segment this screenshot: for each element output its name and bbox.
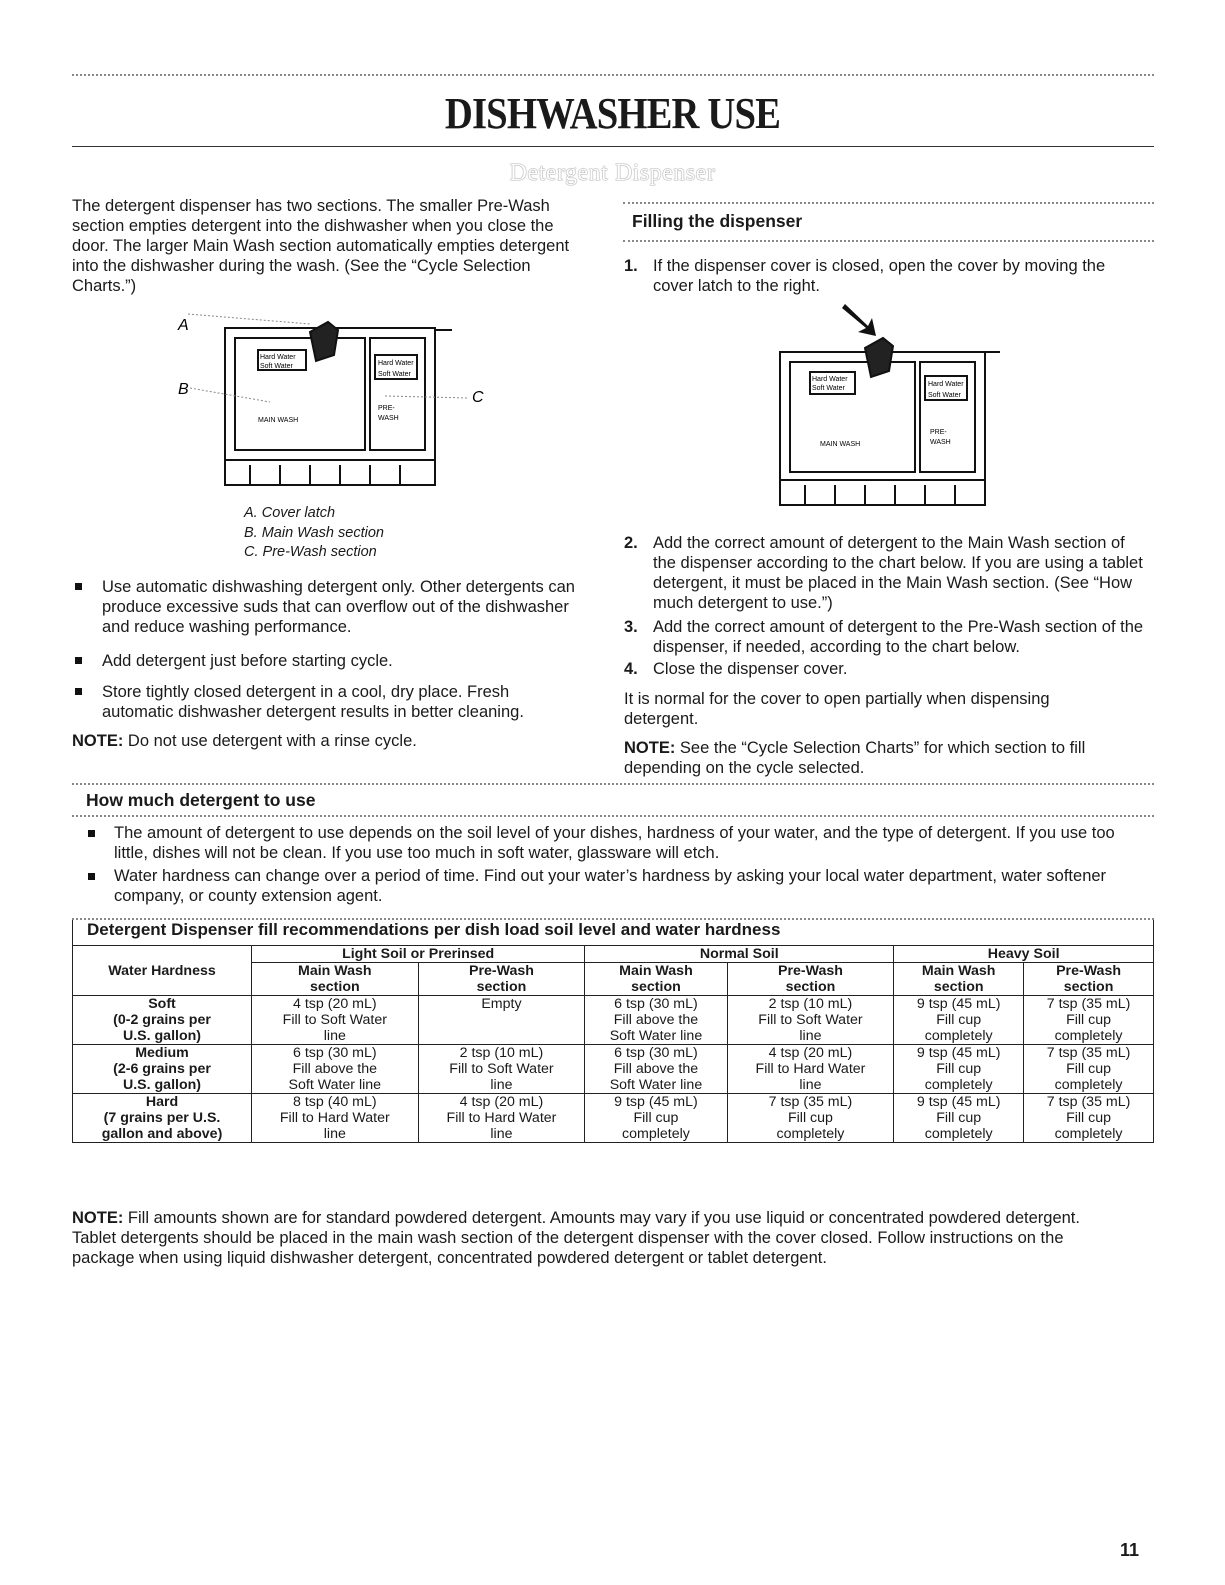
table-cell: 7 tsp (35 mL) Fill cup completely	[1024, 1094, 1154, 1143]
hardness-hard: Hard (7 grains per U.S. gallon and above)	[73, 1094, 252, 1143]
heavy-main-header: Main Wash section	[894, 963, 1024, 996]
table-cell: 7 tsp (35 mL) Fill cup completely	[727, 1094, 894, 1143]
pre-label-2: PRE-	[930, 429, 947, 436]
table-cell: 9 tsp (45 mL) Fill cup completely	[894, 996, 1024, 1045]
soft-water-label: Soft Water	[260, 363, 293, 370]
table-cell: 9 tsp (45 mL) Fill cup completely	[894, 1045, 1024, 1094]
light-soil-header: Light Soil or Prerinsed	[252, 946, 585, 963]
letter-b: B	[178, 381, 189, 398]
dispenser-open-diagram	[760, 300, 1010, 515]
right-note	[624, 738, 1144, 778]
letter-a: A	[178, 317, 189, 334]
how-much-rule-top	[72, 783, 1154, 785]
table-cell: 7 tsp (35 mL) Fill cup completely	[1024, 1045, 1154, 1094]
soft-water-label-2: Soft Water	[378, 371, 411, 378]
step-3-number: 3.	[624, 618, 638, 636]
note-text: Do not use detergent with a rinse cycle.	[123, 732, 417, 750]
table-cell: 8 tsp (40 mL) Fill to Hard Water line	[252, 1094, 419, 1143]
left-bullet-3: Store tightly closed detergent in a cool, dry place. Fresh automatic dishwasher detergent results in better cleaning.	[102, 683, 524, 721]
wash-label-2: WASH	[930, 439, 951, 446]
caption-a: A. Cover latch	[244, 505, 336, 521]
bullet-icon	[75, 583, 82, 590]
table-cell: 6 tsp (30 mL) Fill above the Soft Water line	[252, 1045, 419, 1094]
note-label: NOTE:	[72, 1209, 124, 1227]
table-cell: 4 tsp (20 mL) Fill to Hard Water line	[418, 1094, 585, 1143]
hardness-soft: Soft (0-2 grains per U.S. gallon)	[73, 996, 252, 1045]
table-row-soft	[73, 996, 1154, 1045]
table-cell: Empty	[418, 996, 585, 1045]
normal-main-header: Main Wash section	[585, 963, 727, 996]
hard-water-label: Hard Water	[260, 354, 296, 361]
table-cell: 4 tsp (20 mL) Fill to Hard Water line	[727, 1045, 894, 1094]
title-rule	[72, 146, 1154, 147]
note-label: NOTE:	[624, 739, 676, 757]
pre-label: PRE-	[378, 405, 395, 412]
caption-b: B. Main Wash section	[244, 524, 384, 541]
how-much-rule-bottom	[72, 815, 1154, 817]
hard-water-label-2: Hard Water	[378, 360, 414, 367]
light-main-header: Main Wash section	[252, 963, 419, 996]
fill-table-container	[72, 918, 1154, 1143]
table-rule-top	[72, 918, 1154, 920]
main-wash-label: MAIN WASH	[258, 417, 299, 424]
soft-water-label-4: Soft Water	[928, 392, 961, 399]
bullet-icon	[75, 657, 82, 664]
note-text: Fill amounts shown are for standard powdered detergent. Amounts may vary if you use liquid or concentrated powdered detergent. Tablet detergents should be placed in the main wash section of the detergent dispenser with the cover closed. Follow instructions on the package when using liquid dishwasher detergent, concentrated powdered detergent or tablet detergent.	[72, 1209, 1080, 1267]
table-cell: 6 tsp (30 mL) Fill above the Soft Water line	[585, 996, 727, 1045]
section-heading: Detergent Dispenser	[509, 160, 716, 186]
intro-paragraph: The detergent dispenser has two sections. The smaller Pre-Wash section empties detergent into the dishwasher when you close the door. The larger Main Wash section automatically empties detergent into the dishwasher during the wash. (See the “Cycle Selection Charts.”)	[72, 197, 570, 295]
table-cell: 9 tsp (45 mL) Fill cup completely	[585, 1094, 727, 1143]
filling-rule-top	[623, 202, 1154, 204]
diagram-captions	[244, 504, 384, 563]
left-note	[72, 731, 592, 751]
soft-water-label-3: Soft Water	[812, 385, 845, 392]
letter-c: C	[472, 389, 484, 406]
step-3-text: Add the correct amount of detergent to the Pre-Wash section of the dispenser, if needed, according to the chart below.	[653, 618, 1144, 656]
table-title: Detergent Dispenser fill recommendations per dish load soil level and water hardness	[72, 918, 1154, 945]
dispenser-diagram	[170, 310, 500, 500]
main-wash-label-2: MAIN WASH	[820, 441, 861, 448]
step-4-number: 4.	[624, 660, 638, 678]
table-cell: 7 tsp (35 mL) Fill cup completely	[1024, 996, 1154, 1045]
table-cell: 2 tsp (10 mL) Fill to Soft Water line	[418, 1045, 585, 1094]
hard-water-label-4: Hard Water	[928, 381, 964, 388]
page-title: DISHWASHER USE	[444, 89, 781, 138]
normal-open-text: It is normal for the cover to open partially when dispensing detergent.	[624, 690, 1050, 728]
step-1-number: 1.	[624, 257, 638, 275]
note-text: See the “Cycle Selection Charts” for which section to fill depending on the cycle selected.	[624, 739, 1086, 777]
hard-water-label-3: Hard Water	[812, 376, 848, 383]
table-row-medium	[73, 1045, 1154, 1094]
left-bullet-1: Use automatic dishwashing detergent only. Other detergents can produce excessive suds that can overflow out of the dishwasher and reduce washing performance.	[102, 578, 575, 636]
step-2-text: Add the correct amount of detergent to the Main Wash section of the dispenser according to the chart below. If you are using a tablet detergent, it must be placed in the Main Wash section. (See “How much detergent to use.”)	[653, 534, 1143, 612]
fill-table	[72, 945, 1154, 1143]
bottom-note	[72, 1208, 1102, 1268]
bullet-icon	[75, 688, 82, 695]
table-row-hard	[73, 1094, 1154, 1143]
top-dotted-rule	[72, 74, 1154, 76]
filling-rule-bottom	[623, 240, 1154, 242]
heavy-soil-header: Heavy Soil	[894, 946, 1154, 963]
bullet-icon	[88, 873, 95, 880]
filling-heading: Filling the dispenser	[632, 211, 803, 231]
light-pre-header: Pre-Wash section	[418, 963, 585, 996]
step-2-number: 2.	[624, 534, 638, 552]
table-cell: 2 tsp (10 mL) Fill to Soft Water line	[727, 996, 894, 1045]
table-cell: 6 tsp (30 mL) Fill above the Soft Water line	[585, 1045, 727, 1094]
bullet-icon	[88, 830, 95, 837]
step-1-text: If the dispenser cover is closed, open the cover by moving the cover latch to the right.	[653, 257, 1106, 295]
normal-pre-header: Pre-Wash section	[727, 963, 894, 996]
wash-label: WASH	[378, 415, 399, 422]
left-bullet-2: Add detergent just before starting cycle.	[102, 652, 393, 670]
table-cell: 4 tsp (20 mL) Fill to Soft Water line	[252, 996, 419, 1045]
caption-c: C. Pre-Wash section	[244, 544, 377, 560]
how-much-heading: How much detergent to use	[86, 790, 316, 810]
water-hardness-header: Water Hardness	[73, 946, 252, 996]
page-number: 11	[1119, 1540, 1139, 1560]
note-label: NOTE:	[72, 732, 124, 750]
normal-soil-header: Normal Soil	[585, 946, 894, 963]
hardness-medium: Medium (2-6 grains per U.S. gallon)	[73, 1045, 252, 1094]
heavy-pre-header: Pre-Wash section	[1024, 963, 1154, 996]
how-much-bullet-1: The amount of detergent to use depends on the soil level of your dishes, hardness of your water, and the type of detergent. If you use too little, dishes will not be clean. If you use too much in soft water, glassware will etch.	[114, 824, 1115, 862]
how-much-bullet-2: Water hardness can change over a period of time. Find out your water’s hardness by asking your local water department, water softener company, or county extension agent.	[114, 867, 1107, 905]
arrow-icon	[842, 304, 876, 336]
table-cell: 9 tsp (45 mL) Fill cup completely	[894, 1094, 1024, 1143]
step-4-text: Close the dispenser cover.	[653, 660, 848, 678]
